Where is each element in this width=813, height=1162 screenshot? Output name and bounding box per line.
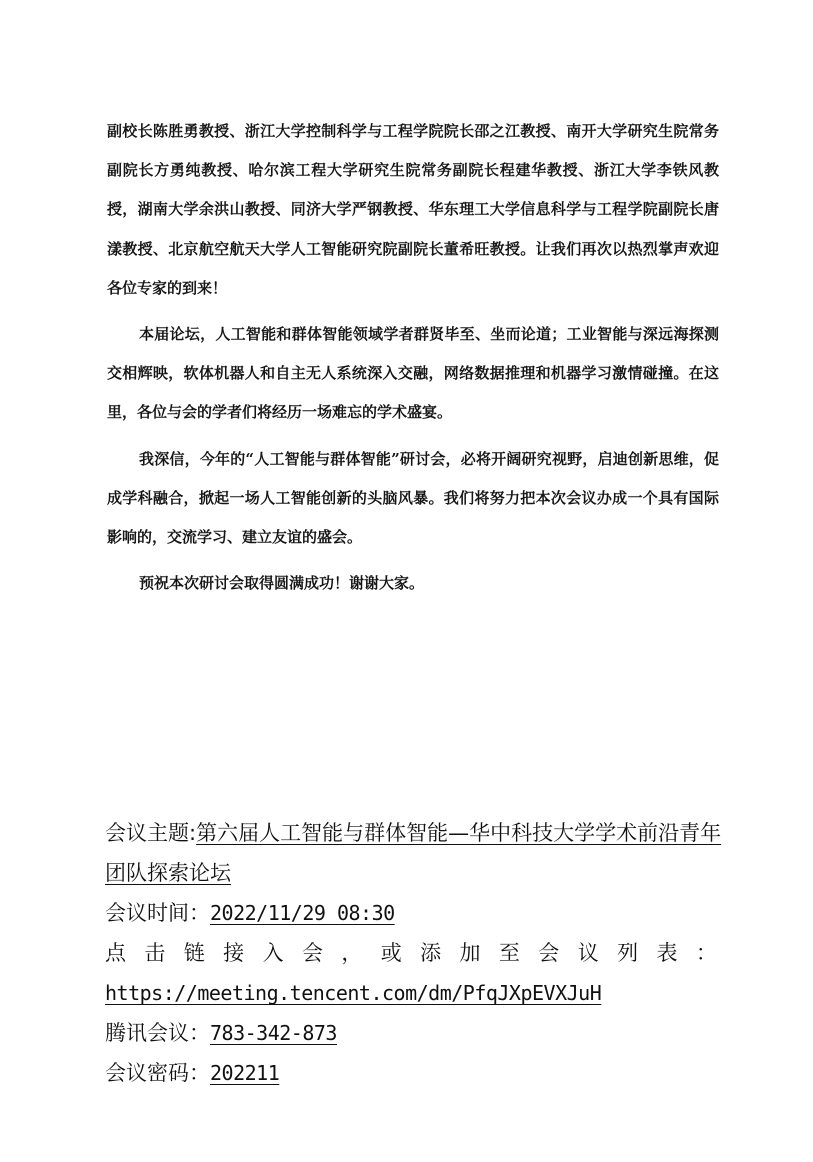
tencent-meeting-id: 783-342-873 [210, 1021, 337, 1045]
join-char: ， [341, 941, 363, 965]
speech-paragraph-guests: 副校长陈胜勇教授、浙江大学控制科学与工程学院院长邵之江教授、南开大学研究生院常务副院长方勇纯教授、哈尔滨工程大学研究生院常务副院长程建华教授、浙江大学李铁风教授，湖南大学余洪山教授、同济大学严钢教授、华东理工大学信息科学与工程学院副院长唐漾教授、北京航空航天大学人工智能研究院副院长董希旺教授。让我们再次以热烈掌声欢迎各位专家的到来！ [107, 122, 719, 297]
tencent-meeting-label: 腾讯会议： [105, 1021, 210, 1045]
meeting-topic-value: 第六届人工智能与群体智能—华中科技大学学术前沿青年团队探索论坛 [105, 821, 722, 885]
join-char: 表 [656, 941, 678, 965]
meeting-link-row [105, 973, 725, 1013]
join-char: 击 [144, 941, 166, 965]
meeting-topic-row [105, 813, 725, 893]
join-char: 加 [459, 941, 481, 965]
join-char: 议 [577, 941, 599, 965]
join-char: 点 [105, 941, 126, 965]
meeting-link[interactable]: https://meeting.tencent.com/dm/PfqJXpEVXJuH [105, 981, 602, 1005]
join-char: 会 [301, 941, 323, 965]
meeting-info [105, 813, 725, 1093]
join-char: 或 [380, 941, 402, 965]
join-char: 至 [498, 941, 520, 965]
speech-paragraph-forum: 本届论坛，人工智能和群体智能领域学者群贤毕至、坐而论道；工业智能与深远海探测交相辉映，软体机器人和自主无人系统深入交融，网络数据推理和机器学习激情碰撞。在这里，各位与会的学者们将经历一场难忘的学术盛宴。 [107, 325, 719, 422]
meeting-password-row [105, 1053, 725, 1093]
join-char: 添 [420, 941, 442, 965]
join-instruction [105, 933, 717, 973]
meeting-password-label: 会议密码： [105, 1061, 210, 1085]
meeting-password-value: 202211 [210, 1061, 280, 1085]
join-char: ： [695, 941, 717, 965]
speech-body [107, 112, 719, 603]
join-char: 入 [262, 941, 284, 965]
meeting-time-row [105, 893, 725, 933]
tencent-meeting-row [105, 1013, 725, 1053]
speech-paragraph-belief: 我深信，今年的“人工智能与群体智能”研讨会，必将开阔研究视野，启迪创新思维，促成学科融合，掀起一场人工智能创新的头脑风暴。我们将努力把本次会议办成一个具有国际影响的，交流学习、建立友谊的盛会。 [107, 449, 719, 547]
join-char: 接 [223, 941, 245, 965]
meeting-time-label: 会议时间： [105, 901, 210, 925]
meeting-time-value: 2022/11/29 08:30 [210, 901, 395, 925]
join-char: 列 [617, 941, 639, 965]
join-char: 链 [183, 941, 205, 965]
join-char: 会 [538, 941, 560, 965]
speech-paragraph-closing: 预祝本次研讨会取得圆满成功！谢谢大家。 [139, 574, 425, 593]
meeting-topic-label: 会议主题: [105, 821, 197, 845]
